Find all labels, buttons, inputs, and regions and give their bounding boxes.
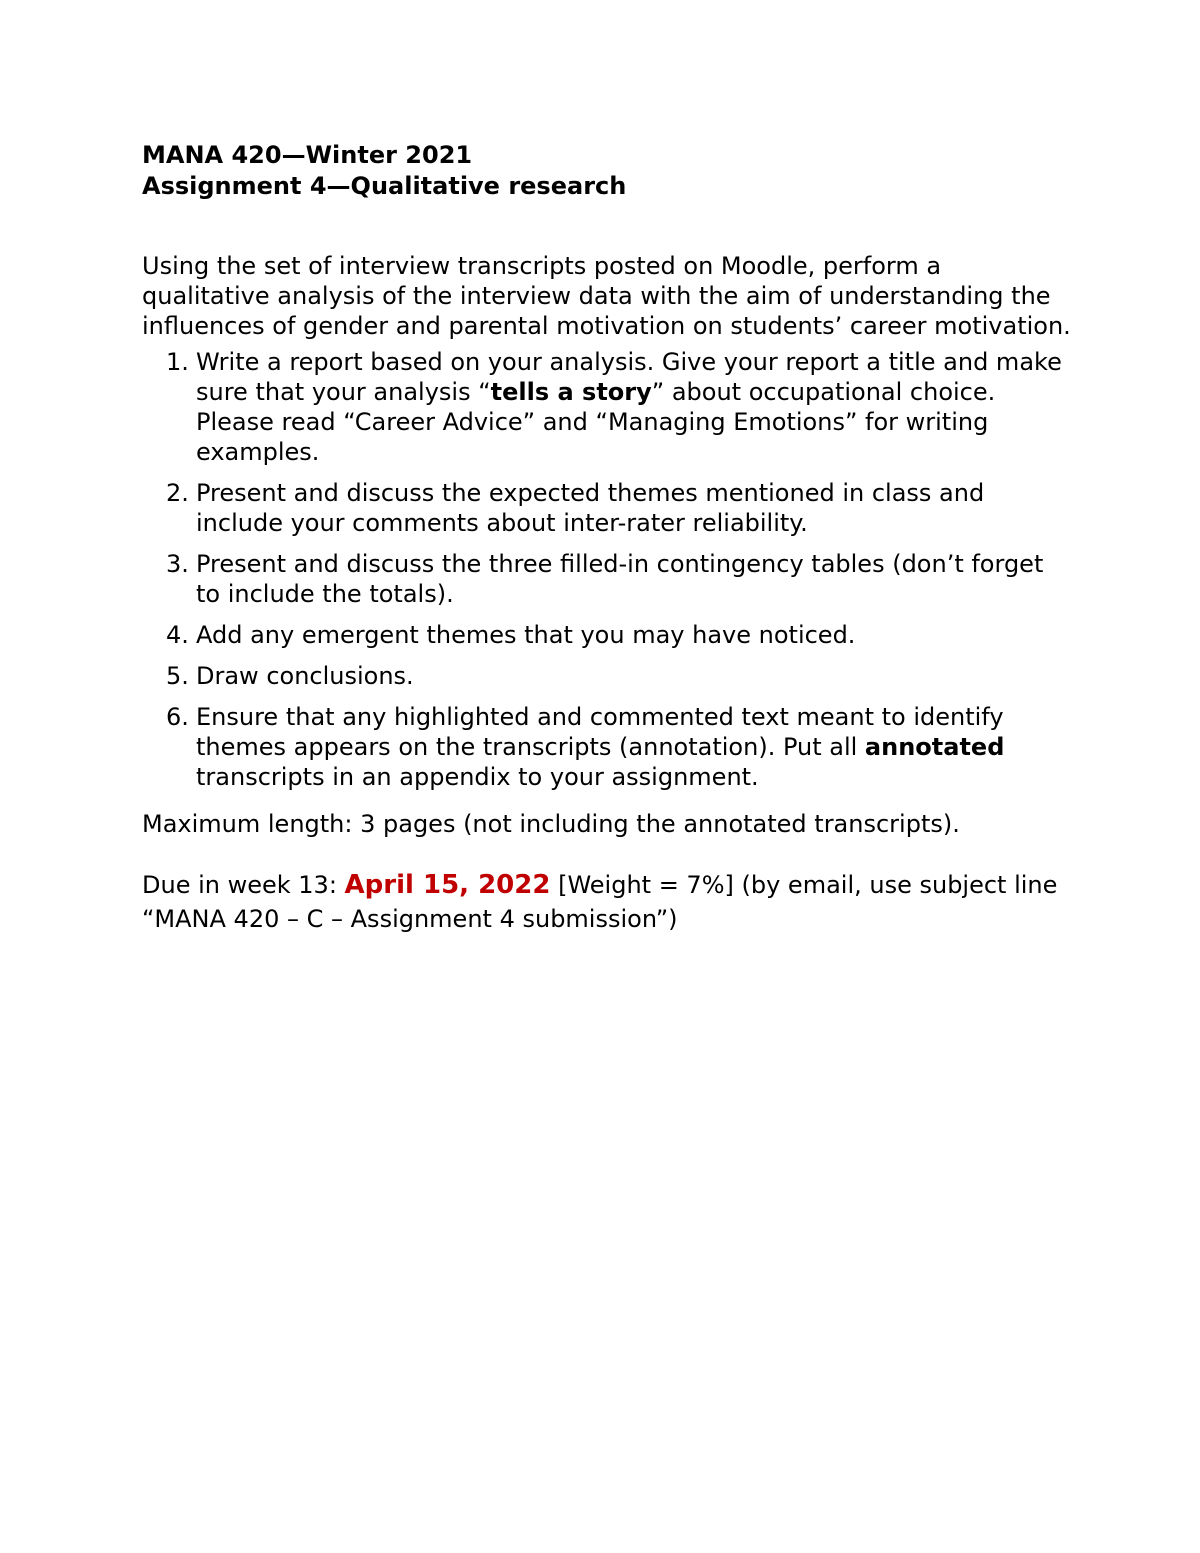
list-item [142, 702, 1072, 792]
list-item-text: Present and discuss the expected themes mentioned in class and include your comments about inter-rater reliability. [196, 479, 985, 537]
max-length-note: Maximum length: 3 pages (not including the annotated transcripts). [142, 810, 960, 838]
due-suffix: [Weight = 7%] (by email, use subject line “MANA 420 – C – Assignment 4 submission”) [142, 871, 1058, 933]
list-item-text [196, 703, 1004, 791]
task-text-part: transcripts in an appendix to your assignment. [196, 763, 759, 791]
list-item-number: 4. [166, 621, 189, 649]
task-list [142, 347, 1072, 792]
list-item-text: Present and discuss the three filled-in contingency tables (don’t forget to include the totals). [196, 550, 1044, 608]
list-item-text: Draw conclusions. [196, 662, 414, 690]
list-item-number: 2. [166, 479, 189, 507]
assignment-title: Assignment 4—Qualitative research [142, 172, 627, 200]
list-item-text [196, 348, 1062, 466]
emphasis-tells-a-story: tells a story [490, 378, 652, 406]
list-item-number: 5. [166, 662, 189, 690]
task-text-part: ” about occupational choice. Please read “Career Advice” and “Managing Emotions” for writing examples. [196, 378, 996, 466]
due-date: April 15, 2022 [344, 870, 551, 900]
due-line [142, 868, 1072, 936]
list-item [142, 478, 1072, 538]
list-item [142, 620, 1072, 650]
list-item-number: 1. [166, 348, 189, 376]
list-item [142, 661, 1072, 691]
course-title: MANA 420—Winter 2021 [142, 141, 473, 169]
due-prefix: Due in week 13: [142, 871, 345, 899]
list-item [142, 347, 1072, 467]
task-text-part: Ensure that any highlighted and commented text meant to identify themes appears on the transcripts (annotation). Put all [196, 703, 1004, 761]
intro-paragraph: Using the set of interview transcripts posted on Moodle, perform a qualitative analysis of the interview data with the aim of understanding the influences of gender and parental motivation on students’ career motivation. [142, 252, 1071, 340]
document-page [142, 140, 1072, 936]
list-item-number: 3. [166, 550, 189, 578]
list-item-number: 6. [166, 703, 189, 731]
task-text-part: Write a report based on your analysis. Give your report a title and make sure that your analysis “ [196, 348, 1062, 406]
list-item-text: Add any emergent themes that you may have noticed. [196, 621, 856, 649]
list-item [142, 549, 1072, 609]
emphasis-annotated: annotated [864, 733, 1005, 761]
